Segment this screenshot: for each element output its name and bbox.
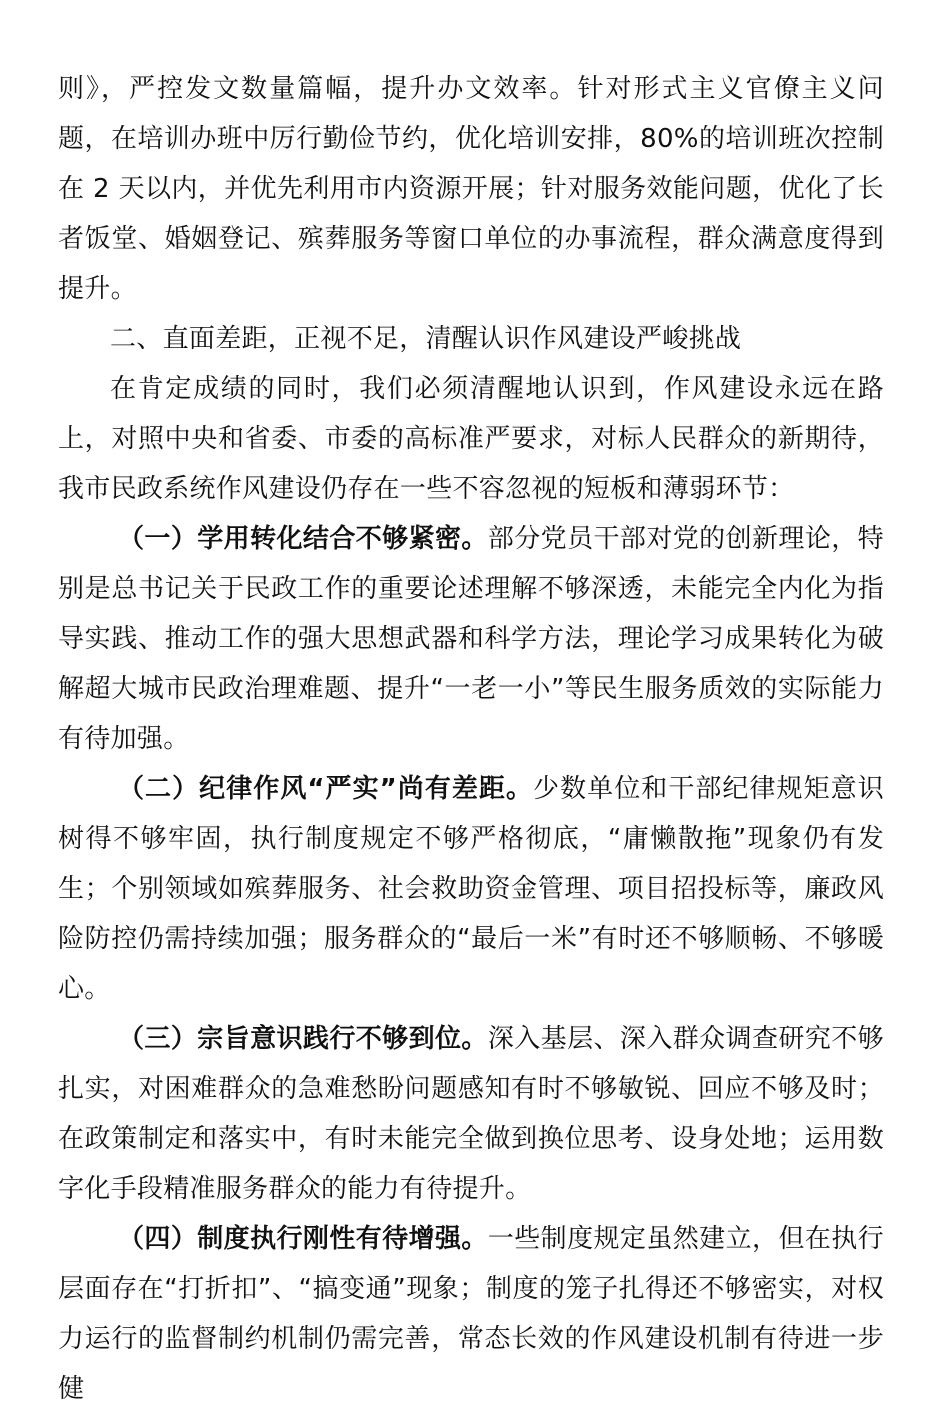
item-heading: （三）宗旨意识践行不够到位。: [118, 1024, 488, 1054]
paragraph-intro: 在肯定成绩的同时，我们必须清醒地认识到，作风建设永远在路上，对照中央和省委、市委的高标准严要求，对标人民群众的新期待，我市民政系统作风建设仍存在一些不容忽视的短板和薄弱环节：: [58, 374, 884, 504]
item-body: 深入基层、深入群众调查研究不够扎实，对困难群众的急难愁盼问题感知有时不够敏锐、回应不够及时；在政策制定和落实中，有时未能完全做到换位思考、设身处地；运用数字化手段精准服务群众的能力有待提升。: [58, 1024, 884, 1204]
item-body: 部分党员干部对党的创新理论，特别是总书记关于民政工作的重要论述理解不够深透，未能完全内化为指导实践、推动工作的强大思想武器和科学方法，理论学习成果转化为破解超大城市民政治理难题、提升“一老一小”等民生服务质效的实际能力有待加强。: [58, 524, 884, 754]
item-heading: （一）学用转化结合不够紧密。: [118, 524, 488, 554]
section-heading: 二、直面差距，正视不足，清醒认识作风建设严峻挑战: [110, 324, 742, 354]
paragraph-continued: 则》，严控发文数量篇幅，提升办文效率。针对形式主义官僚主义问题，在培训办班中厉行勤俭节约，优化培训安排，80%的培训班次控制在 2 天以内，并优先利用市内资源开展；针对服务效能问题，优化了长者饭堂、婚姻登记、殡葬服务等窗口单位的办事流程，群众满意度得到提升。: [58, 74, 884, 304]
list-item: [58, 1014, 884, 1214]
item-heading: （四）制度执行刚性有待增强。: [118, 1224, 488, 1254]
item-heading: （二）纪律作风“严实”尚有差距。: [118, 774, 534, 804]
document-page: [58, 64, 884, 1414]
list-item: [58, 514, 884, 764]
item-body: 少数单位和干部纪律规矩意识树得不够牢固，执行制度规定不够严格彻底，“庸懒散拖”现象仍有发生；个别领域如殡葬服务、社会救助资金管理、项目招投标等，廉政风险防控仍需持续加强；服务群众的“最后一米”有时还不够顺畅、不够暖心。: [58, 774, 884, 1004]
list-item: [58, 1214, 884, 1414]
item-body: 一些制度规定虽然建立，但在执行层面存在“打折扣”、“搞变通”现象；制度的笼子扎得还不够密实，对权力运行的监督制约机制仍需完善，常态长效的作风建设机制有待进一步健: [58, 1224, 884, 1404]
list-item: [58, 764, 884, 1014]
